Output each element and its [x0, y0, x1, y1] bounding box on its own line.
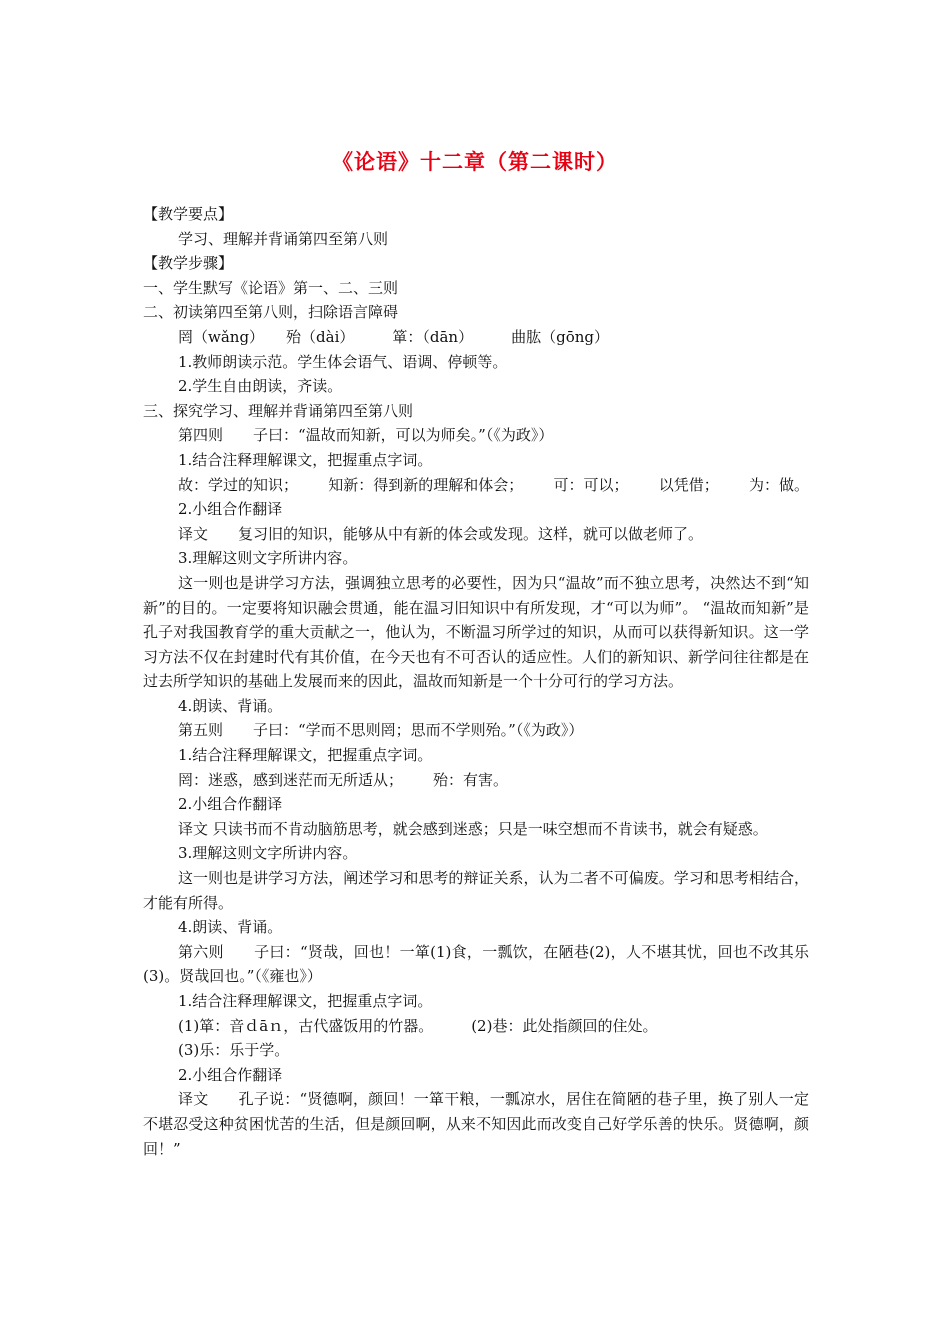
- chapter-4-step-2: 2.小组合作翻译: [178, 500, 283, 519]
- vocab-item: 故：学过的知识；: [178, 475, 299, 494]
- chapter-6-translation: [143, 1087, 809, 1161]
- page-title: 《论语》十二章（第二课时）: [332, 149, 618, 174]
- step-2-item-1: 1.教师朗读示范。学生体会语气、语调、停顿等。: [178, 352, 508, 371]
- pron-item: 曲肱（gōng）: [511, 327, 610, 346]
- chapter-quote: 子曰：“温故而知新，可以为师矣。”（《为政》）: [253, 426, 554, 445]
- document-body: [143, 202, 809, 1161]
- vocab-item: 殆：有害。: [433, 770, 509, 789]
- key-points-header: 【教学要点】: [143, 205, 234, 223]
- chapter-label: 第六则: [178, 942, 224, 961]
- chapter-5-step-1: 1.结合注释理解课文，把握重点字词。: [178, 746, 433, 765]
- chapter-4-step-4: 4.朗读、背诵。: [178, 696, 283, 715]
- chapter-4-translation: [143, 522, 809, 547]
- pron-item: 殆（dài）: [286, 327, 355, 346]
- chapter-6-quote-line: [143, 940, 809, 989]
- chapter-label: 第五则: [178, 721, 224, 740]
- chapter-5-vocabulary: [143, 768, 809, 793]
- translation-text: 孔子说：“贤德啊，颜回！一箪干粮，一瓢凉水，居住在简陋的巷子里，换了别人一定不堪忍受这种贫困忧苦的生活，但是颜回啊，从来不知因此而改变自己好学乐善的快乐。贤德啊，颜回！”: [143, 1090, 809, 1158]
- step-2-item-2: 2.学生自由朗读，齐读。: [178, 377, 343, 396]
- translation-label: 译文: [178, 1090, 209, 1109]
- chapter-4-step-3: 3.理解这则文字所讲内容。: [178, 549, 358, 568]
- note-item: (1)箪：音ｄāｎ，古代盛饭用的竹器。: [178, 1016, 434, 1035]
- vocab-item: 知新：得到新的理解和体会；: [328, 475, 524, 494]
- key-points-text: 学习、理解并背诵第四至第八则: [178, 229, 389, 248]
- vocab-item: 可：可以；: [553, 475, 629, 494]
- chapter-6-notes: [143, 1014, 809, 1039]
- chapter-quote: 子曰：“学而不思则罔；思而不学则殆。”（《为政》）: [253, 721, 584, 740]
- pron-item: 箪：（dān）: [392, 327, 474, 346]
- step-2-heading: 二、初读第四至第八则，扫除语言障碍: [143, 303, 399, 322]
- note-item: (2)巷：此处指颜回的住处。: [471, 1016, 658, 1035]
- chapter-4-analysis: 这一则也是讲学习方法，强调独立思考的必要性，因为只“温故”而不独立思考，决然达不到“知新”的目的。一定要将知识融会贯通，能在温习旧知识中有所发现，才“可以为师”。 “温故而知新”是孔子对我国教育学的重大贡献之一，他认为，不断温习所学过的知识，从而可以获得新知识。这一学习方法不仅在封建时代有其价值，在今天也有不可否认的适应性。人们的新知识、新学问往往都是在过去所学知识的基础上发展而来的因此，温故而知新是一个十分可行的学习方法。: [143, 573, 809, 691]
- chapter-label: 第四则: [178, 426, 224, 445]
- chapter-5-step-4: 4.朗读、背诵。: [178, 918, 283, 937]
- step-1-heading: 一、学生默写《论语》第一、二、三则: [143, 278, 399, 297]
- pronunciation-line: [143, 325, 809, 350]
- chapter-4-vocabulary: [143, 473, 809, 498]
- chapter-4-quote-line: [143, 423, 809, 448]
- vocab-item: 罔：迷惑，感到迷茫而无所适从；: [178, 770, 404, 789]
- pron-item: 罔（wǎng）: [178, 327, 265, 346]
- chapter-quote: 子曰：“贤哉，回也！一箪(1)食，一瓢饮，在陋巷(2)，人不堪其忧，回也不改其乐(3)。贤哉回也。”（《雍也》）: [143, 942, 809, 986]
- chapter-6-step-2: 2.小组合作翻译: [178, 1065, 283, 1084]
- chapter-5-step-3: 3.理解这则文字所讲内容。: [178, 844, 358, 863]
- translation-text: 复习旧的知识，能够从中有新的体会或发现。这样，就可以做老师了。: [238, 524, 704, 543]
- vocab-item: 以凭借；: [658, 475, 719, 494]
- translation-label: 译文: [178, 524, 209, 543]
- steps-header: 【教学步骤】: [143, 254, 234, 273]
- chapter-6-step-1: 1.结合注释理解课文，把握重点字词。: [178, 992, 433, 1010]
- vocab-item: 为：做。: [748, 475, 809, 494]
- note-item: (3)乐：乐于学。: [178, 1041, 290, 1060]
- chapter-5-step-2: 2.小组合作翻译: [178, 795, 283, 814]
- chapter-5-translation: 译文 只读书而不肯动脑筋思考，就会感到迷惑；只是一味空想而不肯读书，就会有疑惑。: [178, 819, 768, 838]
- chapter-4-step-1: 1.结合注释理解课文，把握重点字词。: [178, 450, 433, 469]
- chapter-5-quote-line: [143, 718, 809, 743]
- chapter-5-analysis: 这一则也是讲学习方法，阐述学习和思考的辩证关系，认为二者不可偏废。学习和思考相结合，才能有所得。: [143, 869, 809, 912]
- step-3-heading: 三、探究学习、理解并背诵第四至第八则: [143, 401, 414, 420]
